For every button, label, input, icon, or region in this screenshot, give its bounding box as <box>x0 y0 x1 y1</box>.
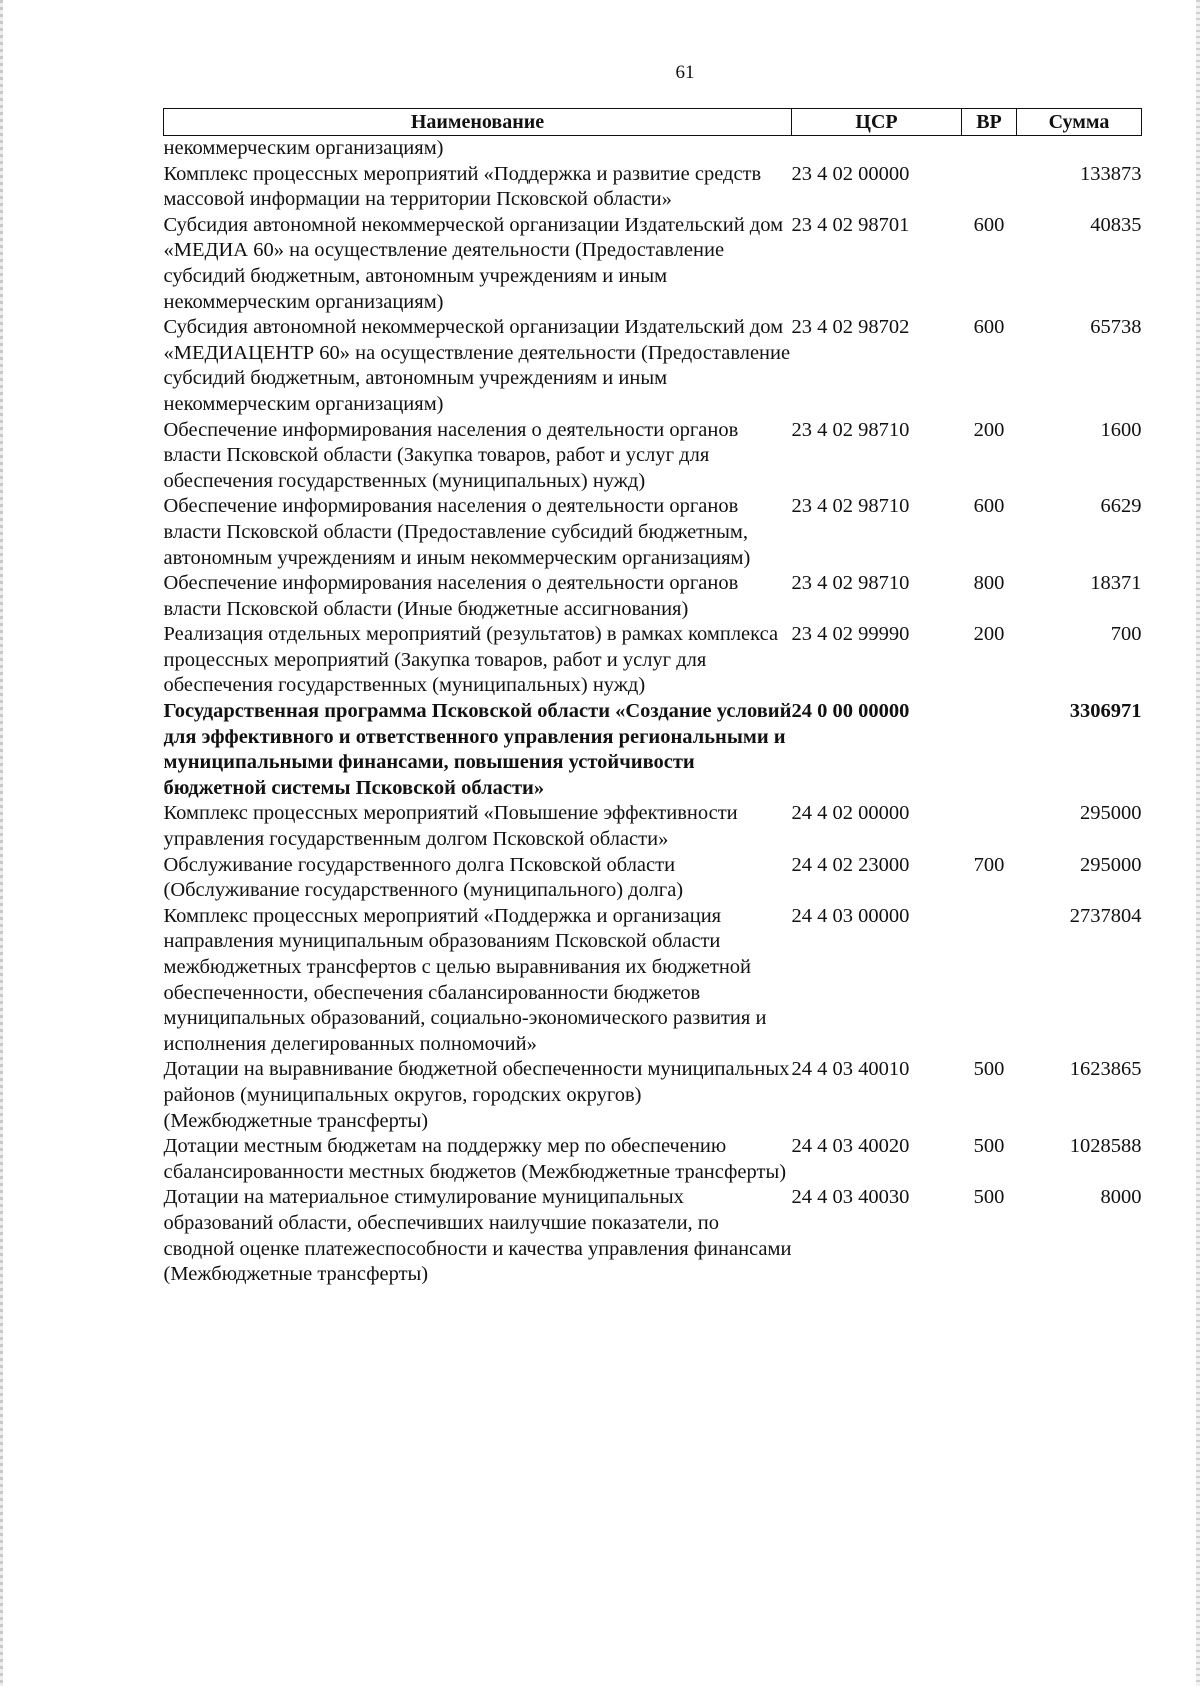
table-row <box>164 1134 1142 1185</box>
cell-name: Дотации на материальное стимулирование муниципальных образований области, обеспечивших наилучшие показатели, по сводной оценке платежеспособности и качества управления финансами (Межбюджетные трансферты) <box>163 1186 792 1286</box>
cell-csr: 24 4 03 40010 <box>791 1058 910 1081</box>
table-row <box>164 622 1142 699</box>
cell-name: Реализация отдельных мероприятий (результатов) в рамках комплекса процессных мероприятий (Закупка товаров, работ и услуг для обеспечения государственных (муниципальных) нужд) <box>163 623 779 697</box>
cell-csr: 24 4 03 40020 <box>791 1135 910 1158</box>
cell-vr: 600 <box>973 495 1005 518</box>
cell-csr <box>792 136 962 162</box>
cell-vr <box>962 904 1017 1058</box>
header-csr: ЦСР <box>792 109 962 136</box>
cell-name: Обеспечение информирования населения о деятельности органов власти Псковской области (Предоставление субсидий бюджетным, автономным учреждениям и иным некоммерческим организациям) <box>163 495 751 569</box>
cell-name: Обслуживание государственного долга Псковской области (Обслуживание государственного (муниципального) долга) <box>163 853 684 902</box>
cell-csr: 23 4 02 99990 <box>791 623 910 646</box>
cell-csr: 23 4 02 98710 <box>791 495 910 518</box>
cell-sum: 6629 <box>1100 495 1142 518</box>
cell-name: Дотации местным бюджетам на поддержку мер по обеспечению сбалансированности местных бюджетов (Межбюджетные трансферты) <box>163 1135 787 1183</box>
cell-vr: 600 <box>973 316 1005 339</box>
table-row <box>164 1057 1142 1134</box>
cell-sum: 1600 <box>1100 418 1142 441</box>
scan-edge-right <box>1196 0 1200 1686</box>
cell-vr: 500 <box>973 1058 1005 1081</box>
cell-csr: 24 4 03 40030 <box>791 1186 910 1209</box>
table-row <box>164 1185 1142 1287</box>
header-sum: Сумма <box>1017 109 1142 136</box>
header-vr: ВР <box>962 109 1017 136</box>
cell-csr: 23 4 02 98710 <box>791 572 910 595</box>
cell-vr: 200 <box>973 623 1005 646</box>
table-row <box>164 213 1142 315</box>
cell-vr: 500 <box>973 1186 1005 1209</box>
cell-sum: 2737804 <box>1069 904 1142 927</box>
cell-csr: 24 4 03 00000 <box>791 904 910 927</box>
cell-sum: 65738 <box>1090 316 1142 339</box>
cell-csr: 24 4 02 00000 <box>791 802 910 825</box>
page-number: 61 <box>675 62 695 83</box>
table-header-row <box>164 109 1142 136</box>
cell-csr: 23 4 02 98701 <box>791 213 910 236</box>
cell-vr <box>962 801 1017 852</box>
cell-name: Обеспечение информирования населения о деятельности органов власти Псковской области (Иные бюджетные ассигнования) <box>163 572 739 620</box>
cell-csr: 23 4 02 98702 <box>791 316 910 339</box>
scan-edge-left <box>0 0 3 1686</box>
cell-vr <box>962 699 1017 801</box>
cell-sum: 40835 <box>1090 213 1142 236</box>
budget-table <box>163 108 1142 1288</box>
cell-vr <box>962 136 1017 162</box>
cell-sum <box>1017 136 1142 162</box>
cell-sum: 1028588 <box>1069 1135 1142 1158</box>
table-row <box>164 571 1142 622</box>
cell-sum: 3306971 <box>1069 700 1142 723</box>
table-row <box>164 853 1142 904</box>
cell-name: Субсидия автономной некоммерческой организации Издательский дом «МЕДИАЦЕНТР 60» на осуществление деятельности (Предоставление субсидий бюджетным, автономным учреждениям и иным некоммерческим организациям) <box>163 316 791 415</box>
cell-sum: 1623865 <box>1069 1058 1142 1081</box>
header-name: Наименование <box>164 109 792 136</box>
table-row <box>164 315 1142 417</box>
table-row <box>164 699 1142 801</box>
cell-vr: 800 <box>973 572 1005 595</box>
cell-vr: 200 <box>973 418 1005 441</box>
table-row <box>164 494 1142 571</box>
cell-name: некоммерческим организациям) <box>163 137 444 159</box>
cell-sum: 295000 <box>1080 802 1142 825</box>
cell-csr: 23 4 02 00000 <box>791 162 910 185</box>
cell-csr: 24 4 02 23000 <box>791 853 910 876</box>
cell-vr: 700 <box>973 853 1005 876</box>
table-row <box>164 162 1142 213</box>
table-row <box>164 136 1142 162</box>
cell-name: Государственная программа Псковской области «Создание условий для эффективного и ответственного управления региональными и муниципальными финансами, повышения устойчивости бюджетной системы Псковской области» <box>163 700 792 799</box>
table-row <box>164 418 1142 495</box>
cell-name: Дотации на выравнивание бюджетной обеспеченности муниципальных районов (муниципальных округов, городских округов) (Межбюджетные трансферты) <box>163 1058 790 1132</box>
cell-name: Обеспечение информирования населения о деятельности органов власти Псковской области (Закупка товаров, работ и услуг для обеспечения государственных (муниципальных) нужд) <box>163 418 739 492</box>
cell-name: Комплекс процессных мероприятий «Поддержка и развитие средств массовой информации на территории Псковской области» <box>163 162 762 211</box>
table-row <box>164 801 1142 852</box>
cell-sum: 133873 <box>1080 162 1142 185</box>
cell-sum: 295000 <box>1080 853 1142 876</box>
cell-vr: 500 <box>973 1135 1005 1158</box>
table-body <box>164 136 1142 1288</box>
table-row <box>164 904 1142 1058</box>
cell-sum: 8000 <box>1100 1186 1142 1209</box>
cell-name: Субсидия автономной некоммерческой организации Издательский дом «МЕДИА 60» на осуществление деятельности (Предоставление субсидий бюджетным, автономным учреждениям и иным некоммерческим организациям) <box>163 213 784 313</box>
cell-vr <box>962 162 1017 213</box>
cell-name: Комплекс процессных мероприятий «Поддержка и организация направления муниципальным образованиям Псковской области межбюджетных трансфертов с целью выравнивания их бюджетной обеспеченности, обеспечения сбалансированности бюджетов муниципальных образований, социально-экономического развития и исполнения делегированных полномочий» <box>163 904 767 1055</box>
cell-sum: 700 <box>1110 623 1142 646</box>
cell-name: Комплекс процессных мероприятий «Повышение эффективности управления государственным долгом Псковской области» <box>163 802 738 851</box>
cell-csr: 23 4 02 98710 <box>791 418 910 441</box>
cell-vr: 600 <box>973 213 1005 236</box>
cell-sum: 18371 <box>1090 572 1142 595</box>
cell-csr: 24 0 00 00000 <box>791 700 910 723</box>
